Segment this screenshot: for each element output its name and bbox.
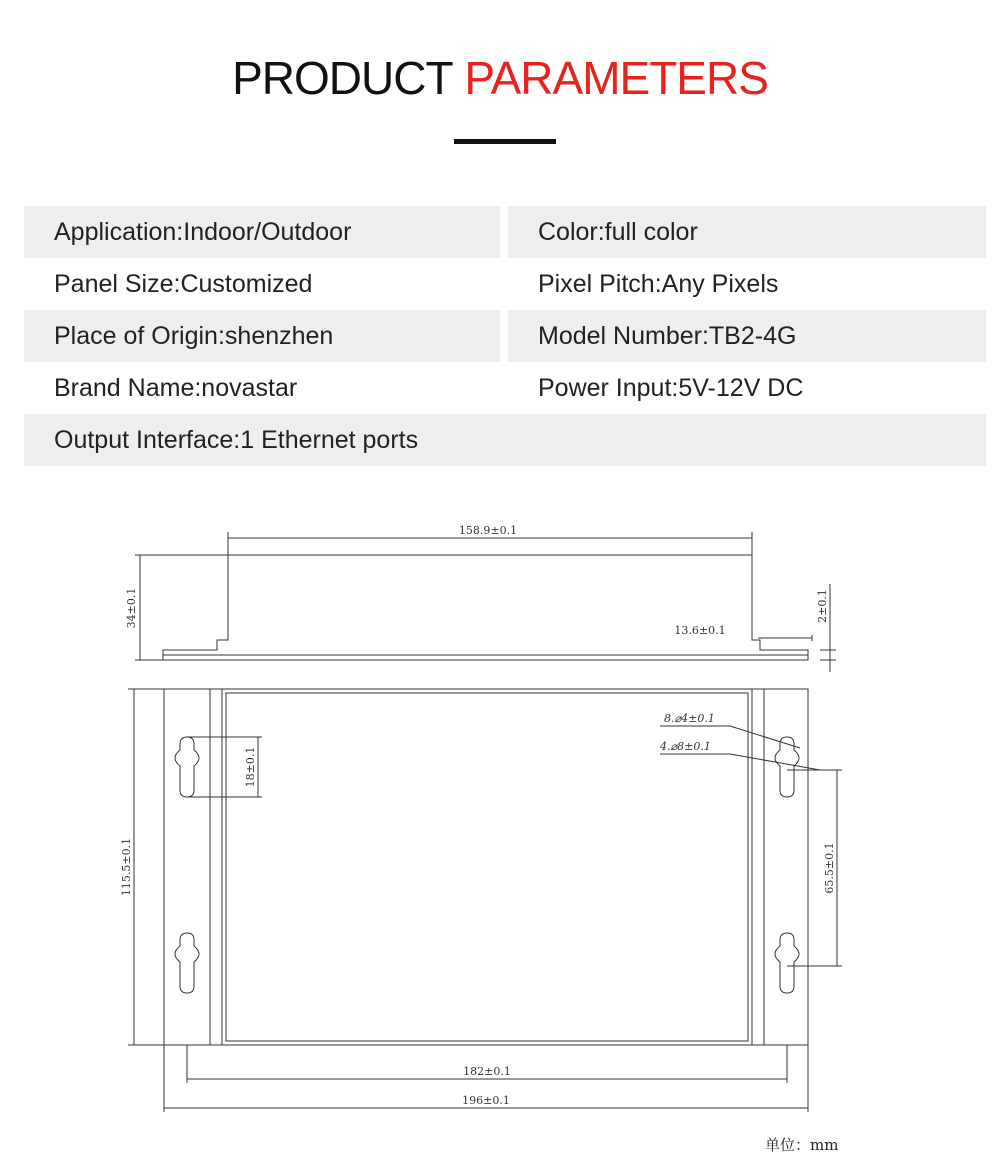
param-brand-name: Brand Name:novastar — [54, 374, 298, 402]
param-pixel-pitch: Pixel Pitch:Any Pixels — [538, 270, 779, 298]
side-view — [135, 532, 836, 672]
dim-hole-spacing: 65.5±0.1 — [823, 842, 836, 894]
dim-width-top: 158.9±0.1 — [458, 524, 518, 537]
dim-hole-large: 4.⌀8±0.1 — [660, 740, 711, 753]
title-part-1: PRODUCT — [232, 52, 453, 104]
param-model-number: Model Number:TB2-4G — [508, 310, 986, 362]
dim-flange-len: 13.6±0.1 — [674, 624, 726, 637]
title-underline — [454, 139, 556, 144]
param-power-input: Power Input:5V-12V DC — [538, 374, 804, 402]
param-output-interface: Output Interface:1 Ethernet ports — [24, 414, 986, 466]
dim-total-height: 115.5±0.1 — [120, 837, 133, 897]
dim-flange-thk: 2±0.1 — [816, 589, 829, 623]
dim-hole-pitch: 182±0.1 — [463, 1065, 511, 1078]
param-application: Application:Indoor/Outdoor — [24, 206, 500, 258]
dim-total-width: 196±0.1 — [462, 1094, 510, 1107]
param-origin: Place of Origin:shenzhen — [24, 310, 500, 362]
param-color: Color:full color — [508, 206, 986, 258]
top-view — [128, 689, 842, 1112]
param-panel-size: Panel Size:Customized — [54, 270, 313, 298]
dim-slot: 18±0.1 — [244, 746, 257, 788]
unit-label: 单位：mm — [765, 1136, 839, 1154]
title-part-2: PARAMETERS — [464, 52, 768, 104]
dim-height-side: 34±0.1 — [125, 587, 138, 629]
dimension-drawing — [0, 500, 1000, 1140]
dim-hole-small: 8.⌀4±0.1 — [664, 712, 715, 725]
page-title — [0, 48, 1000, 108]
